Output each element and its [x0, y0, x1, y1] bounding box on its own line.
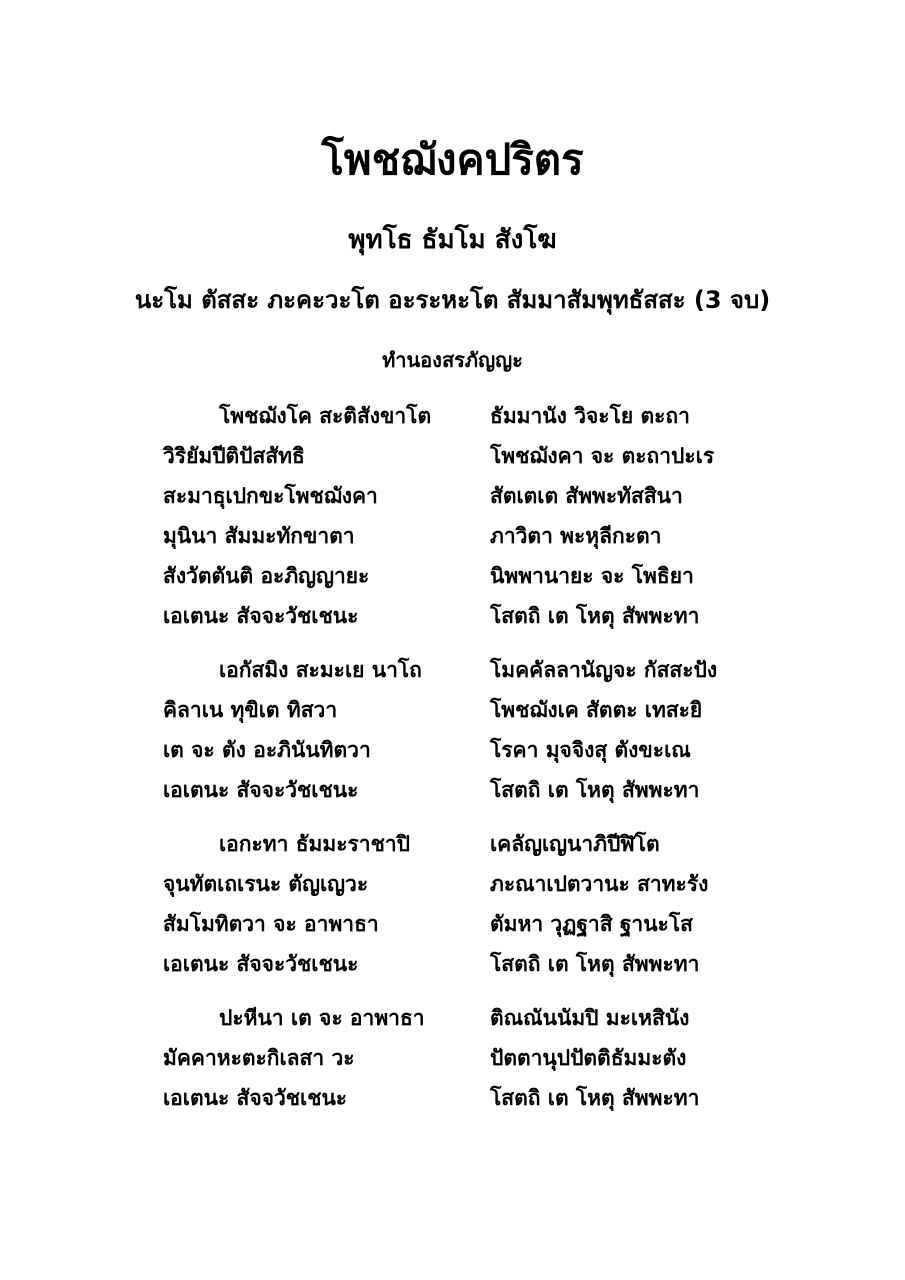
- verse-line: [0, 1078, 905, 1118]
- stanza-3: [0, 824, 905, 984]
- document-subtitle: พุทโธ ธัมโม สังโฆ: [348, 225, 557, 255]
- verse-left: จุนทัตเถเรนะ ตัญเญวะ: [163, 872, 369, 896]
- verse-left: เอเตนะ สัจจะวัชเชนะ: [163, 604, 359, 628]
- verse-line: [0, 396, 905, 436]
- namo-invocation: นะโม ตัสสะ ภะคะวะโต อะระหะโต สัมมาสัมพุทธัสสะ (3 จบ): [134, 286, 771, 314]
- verse-line: [0, 998, 905, 1038]
- document-title: โพชฌังคปริตร: [321, 135, 584, 184]
- verse-right: ติณณันนัมปิ มะเหสินัง: [490, 1006, 690, 1030]
- verse-right: นิพพานายะ จะ โพธิยา: [490, 564, 694, 588]
- verse-left: เอกะทา ธัมมะราชาปิ: [219, 832, 410, 856]
- stanza-4: [0, 998, 905, 1118]
- verse-left: เอกัสมิง สะมะเย นาโถ: [219, 658, 422, 682]
- stanza-1: [0, 396, 905, 636]
- verse-left: เต จะ ตัง อะภินันทิตวา: [163, 738, 371, 762]
- verse-line: [0, 436, 905, 476]
- verse-line: [0, 904, 905, 944]
- verse-left: เอเตนะ สัจจะวัชเชนะ: [163, 778, 359, 802]
- verse-left: โพชฌังโค สะติสังขาโต: [219, 404, 432, 428]
- verse-line: [0, 730, 905, 770]
- verse-right: โรคา มุจจิงสุ ตังขะเณ: [490, 738, 691, 762]
- verse-right: ภะณาเปตวานะ สาทะรัง: [490, 872, 709, 896]
- verse-left: สะมาธุเปกขะโพชฌังคา: [163, 484, 378, 508]
- verse-right: ภาวิตา พะหุลีกะตา: [490, 524, 662, 548]
- verse-left: เอเตนะ สัจจวัชเชนะ: [163, 1086, 348, 1110]
- verse-right: ตัมหา วุฏฐาสิ ฐานะโส: [490, 912, 693, 936]
- verse-line: [0, 944, 905, 984]
- verse-line: [0, 770, 905, 810]
- verse-right: โพชฌังคา จะ ตะถาปะเร: [490, 444, 715, 468]
- verse-right: โสตถิ เต โหตุ สัพพะทา: [490, 952, 700, 976]
- verse-left: คิลาเน ทุขิเต ทิสวา: [163, 698, 338, 722]
- verse-right: ปัตตานุปปัตติธัมมะตัง: [490, 1046, 687, 1070]
- chant-style-label: ทำนองสรภัญญะ: [382, 348, 523, 372]
- verse-left: เอเตนะ สัจจะวัชเชนะ: [163, 952, 359, 976]
- verse-line: [0, 650, 905, 690]
- verse-left: ปะหีนา เต จะ อาพาธา: [219, 1006, 425, 1030]
- verse-left: มุนินา สัมมะทักขาตา: [163, 524, 355, 548]
- verse-right: โสตถิ เต โหตุ สัพพะทา: [490, 604, 700, 628]
- verse-line: [0, 824, 905, 864]
- verse-right: โพชฌังเค สัตตะ เทสะยิ: [490, 698, 703, 722]
- verse-right: สัตเตเต สัพพะทัสสินา: [490, 484, 683, 508]
- stanza-2: [0, 650, 905, 810]
- verse-right: เคลัญเญนาภิปีฬิโต: [490, 832, 660, 856]
- verse-line: [0, 690, 905, 730]
- verse-line: [0, 556, 905, 596]
- verse-right: โมคคัลลานัญจะ กัสสะปัง: [490, 658, 718, 682]
- verse-line: [0, 864, 905, 904]
- verse-line: [0, 596, 905, 636]
- verse-right: ธัมมานัง วิจะโย ตะถา: [490, 404, 690, 428]
- verse-right: โสตถิ เต โหตุ สัพพะทา: [490, 778, 700, 802]
- verse-left: วิริยัมปีติปัสสัทธิ: [163, 444, 305, 468]
- verse-line: [0, 516, 905, 556]
- verse-line: [0, 1038, 905, 1078]
- verse-left: มัคคาหะตะกิเลสา วะ: [163, 1046, 355, 1070]
- verse-left: สังวัตตันติ อะภิญญายะ: [163, 564, 370, 588]
- verse-right: โสตถิ เต โหตุ สัพพะทา: [490, 1086, 700, 1110]
- verse-line: [0, 476, 905, 516]
- verse-left: สัมโมทิตวา จะ อาพาธา: [163, 912, 379, 936]
